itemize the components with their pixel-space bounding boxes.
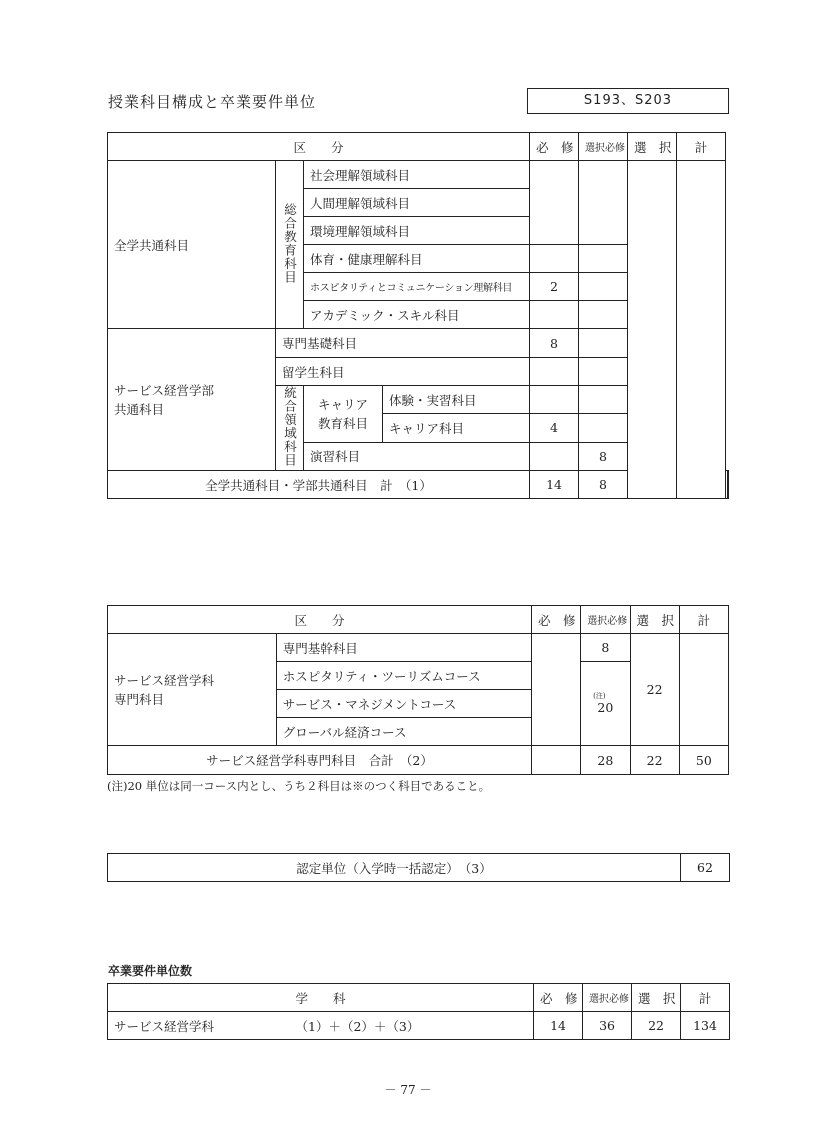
total-hisshu: 14	[530, 471, 579, 499]
row-label: 社会理解領域科目	[304, 161, 530, 189]
gakka-name: サービス経営学科	[108, 1012, 290, 1040]
total-hisshu	[532, 746, 581, 775]
table-major-subjects	[107, 605, 729, 775]
cell-hisshu	[530, 386, 579, 414]
cell-sentaku-hisshu	[579, 161, 628, 245]
cell-sentaku-hisshu	[579, 358, 628, 386]
row-label: 体験・実習科目	[383, 386, 530, 414]
row-label: 専門基礎科目	[276, 329, 530, 358]
cell-hisshu	[532, 634, 581, 746]
header-kubun: 区 分	[108, 606, 532, 634]
row-label: ホスピタリティとコミュニケーション理解科目	[304, 273, 530, 301]
header-sentaku-hisshu: 選択必修	[581, 606, 630, 634]
row-label: ホスピタリティ・ツーリズムコース	[276, 662, 531, 690]
cell-kei	[679, 634, 728, 746]
total-kei	[727, 471, 729, 499]
row-label: 専門基幹科目	[276, 634, 531, 662]
cell-sentaku-hisshu	[579, 329, 628, 358]
row-label: 体育・健康理解科目	[304, 245, 530, 273]
header-hisshu: 必 修	[532, 606, 581, 634]
header-sentaku: 選 択	[630, 606, 679, 634]
cell-hisshu	[530, 245, 579, 273]
cell-sentaku-merged	[628, 161, 677, 499]
row-label: アカデミック・スキル科目	[304, 301, 530, 329]
page-number: － 77 －	[384, 1083, 432, 1097]
note-mark: (注)	[593, 692, 606, 700]
cell-hisshu	[530, 358, 579, 386]
career-label	[304, 386, 383, 443]
cell-sentaku: 22	[630, 634, 679, 746]
row-label: 環境理解領域科目	[304, 217, 530, 245]
group-label-line1: サービス経営学部	[114, 382, 215, 398]
total-sentaku-hisshu: 8	[579, 471, 628, 499]
row-label: サービス・マネジメントコース	[276, 690, 531, 718]
row-label: 演習科目	[304, 442, 530, 470]
gakka-formula: （1）＋（2）＋（3）	[290, 1012, 534, 1040]
cell-sentaku-hisshu: 8	[579, 442, 628, 470]
nintei-label: 認定単位（入学時一括認定） （3）	[108, 854, 681, 882]
course-value: 20	[597, 700, 614, 715]
page-title: 授業科目構成と卒業要件単位	[108, 93, 317, 111]
table-nintei	[107, 853, 730, 882]
group-label-zengaku: 全学共通科目	[108, 161, 276, 329]
grad-hisshu: 14	[534, 1012, 583, 1040]
cell-sentaku-hisshu	[579, 386, 628, 414]
header-sentaku: 選 択	[632, 984, 681, 1012]
group-label-gakubu	[108, 329, 276, 471]
nintei-kei: 62	[681, 854, 730, 882]
header-kei: 計	[681, 984, 730, 1012]
cell-sentaku-hisshu	[579, 273, 628, 301]
sub-label-togo: 統合領域科目	[276, 386, 304, 471]
group-label-senmon	[108, 634, 277, 746]
career-label-line2: 教育科目	[317, 415, 368, 431]
cell-hisshu	[530, 442, 579, 470]
footnote: (注)20 単位は同一コース内とし、うち２科目は※のつく科目であること。	[107, 779, 491, 793]
total-sentaku-hisshu: 28	[581, 746, 630, 775]
row-label: キャリア科目	[383, 414, 530, 442]
cell-sentaku-hisshu	[579, 245, 628, 273]
cell-hisshu: 2	[530, 273, 579, 301]
cell-sentaku-hisshu	[579, 414, 628, 442]
header-kei: 計	[677, 133, 726, 161]
total-sentaku: 22	[630, 746, 679, 775]
header-kei: 計	[679, 606, 728, 634]
cell-sentaku-hisshu	[579, 301, 628, 329]
total-kei: 50	[679, 746, 728, 775]
row-label: 人間理解領域科目	[304, 189, 530, 217]
row-label: 留学生科目	[276, 358, 530, 386]
total-label: サービス経営学科専門科目 合計 （2）	[108, 746, 532, 775]
row-label: グローバル経済コース	[276, 718, 531, 746]
career-label-line1: キャリア	[317, 396, 368, 412]
grad-sentaku-hisshu: 36	[583, 1012, 632, 1040]
cell-kei-merged	[677, 161, 726, 499]
header-hisshu: 必 修	[534, 984, 583, 1012]
header-sentaku: 選 択	[628, 133, 677, 161]
grad-sentaku: 22	[632, 1012, 681, 1040]
cell-course-sentaku-hisshu	[581, 662, 630, 746]
cell-hisshu: 4	[530, 414, 579, 442]
table-general-subjects	[107, 132, 729, 499]
grad-kei: 134	[681, 1012, 730, 1040]
course-code-box: S193、S203	[527, 88, 729, 114]
group-label-line2: 共通科目	[114, 401, 165, 417]
header-hisshu: 必 修	[530, 133, 579, 161]
total-label: 全学共通科目・学部共通科目 計 （1）	[108, 471, 530, 499]
section-title-graduation: 卒業要件単位数	[108, 964, 193, 978]
cell-sentaku-hisshu: 8	[581, 634, 630, 662]
header-sentaku-hisshu: 選択必修	[579, 133, 628, 161]
header-kubun: 区 分	[108, 133, 530, 161]
table-graduation	[107, 983, 730, 1040]
group-label-line2: 専門科目	[114, 691, 165, 707]
group-label-line1: サービス経営学科	[114, 672, 215, 688]
cell-hisshu: 8	[530, 329, 579, 358]
cell-hisshu	[530, 301, 579, 329]
sub-label-sogo: 総合教育科目	[276, 161, 304, 329]
header-gakka: 学 科	[108, 984, 534, 1012]
header-sentaku-hisshu: 選択必修	[583, 984, 632, 1012]
cell-hisshu	[530, 161, 579, 245]
